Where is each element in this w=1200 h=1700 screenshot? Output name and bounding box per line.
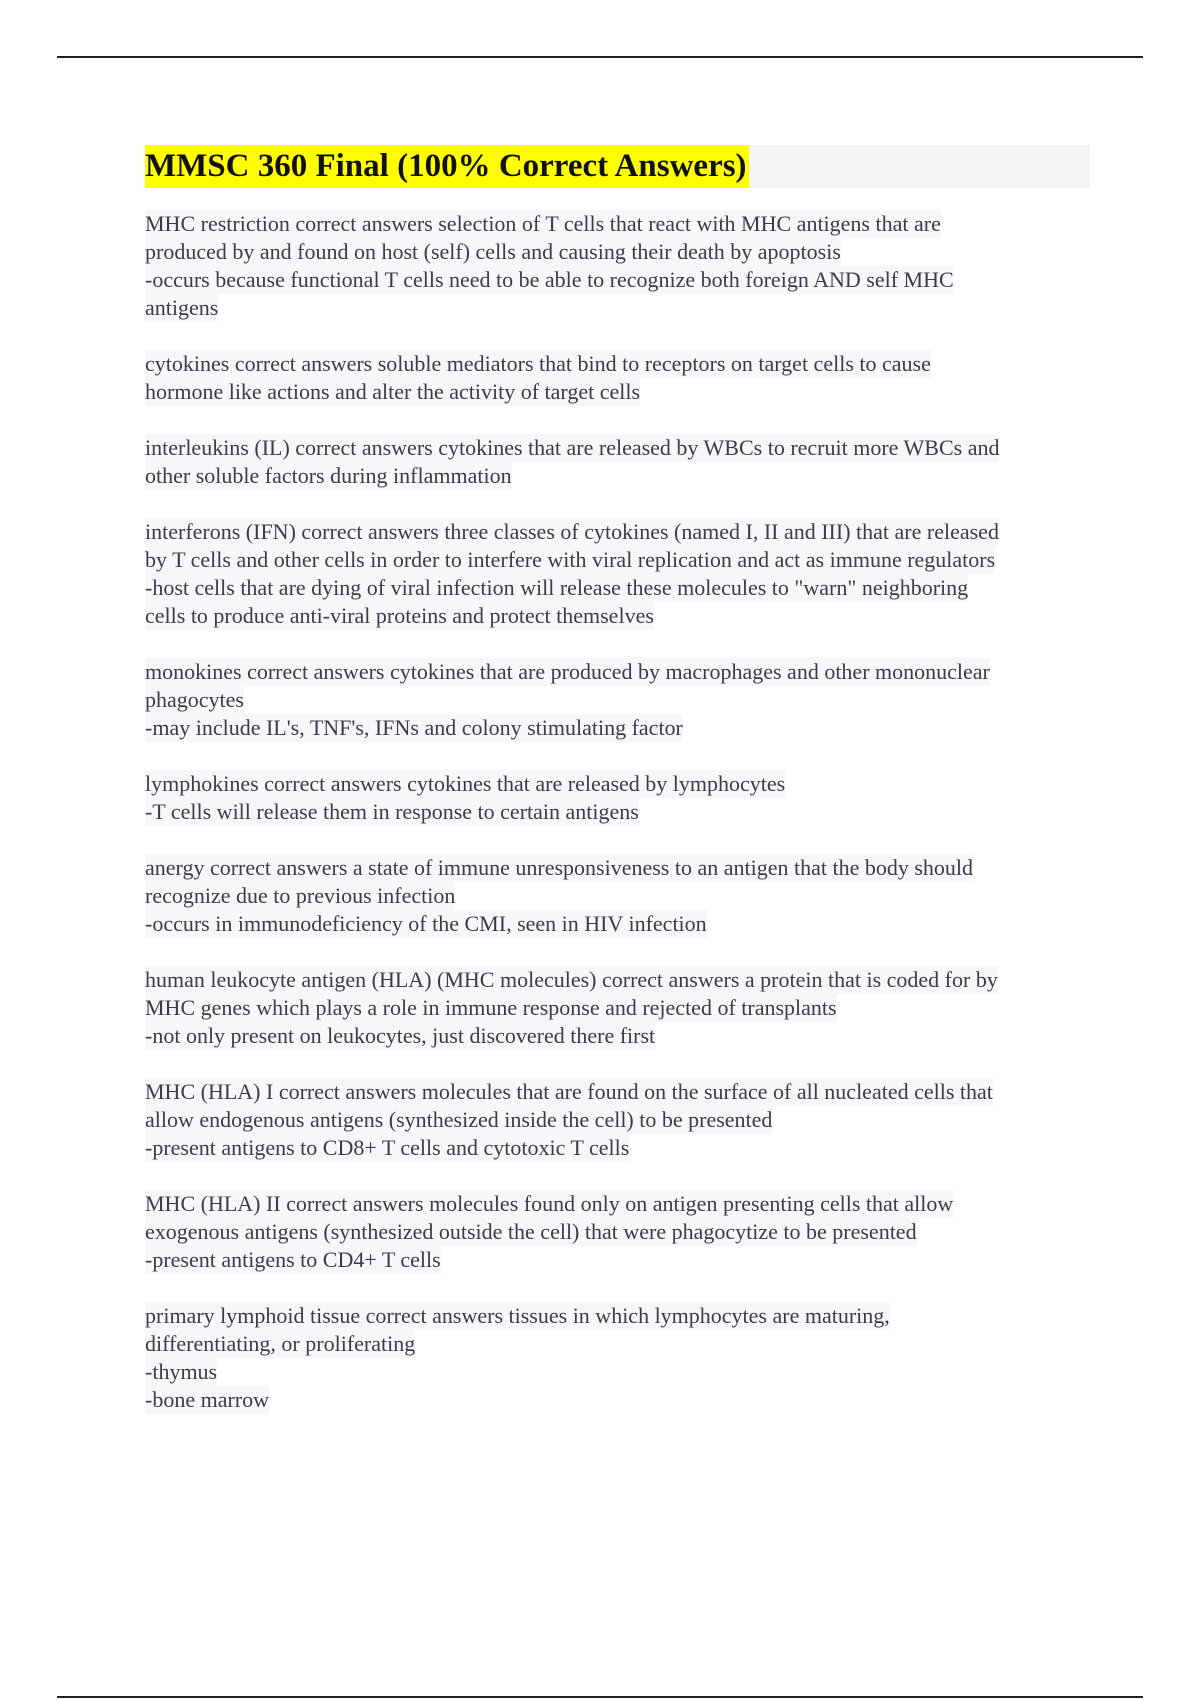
entry-line: antigens xyxy=(145,295,219,320)
entry-mhc-class-ii xyxy=(145,1190,1090,1274)
entry-mhc-class-i xyxy=(145,1078,1090,1162)
entry-line: cells to produce anti-viral proteins and protect themselves xyxy=(145,603,654,628)
entry-line: MHC restriction correct answers selection of T cells that react with MHC antigens that are xyxy=(145,211,941,236)
entry-line: other soluble factors during inflammation xyxy=(145,463,512,488)
entry-hla xyxy=(145,966,1090,1050)
entries-list xyxy=(145,210,1090,1414)
entry-line: produced by and found on host (self) cells and causing their death by apoptosis xyxy=(145,239,841,264)
entry-line: exogenous antigens (synthesized outside the cell) that were phagocytize to be presented xyxy=(145,1219,917,1244)
entry-line: phagocytes xyxy=(145,687,244,712)
entry-interferons xyxy=(145,518,1090,630)
entry-line: MHC genes which plays a role in immune response and rejected of transplants xyxy=(145,995,837,1020)
entry-interleukins xyxy=(145,434,1090,490)
entry-line: anergy correct answers a state of immune unresponsiveness to an antigen that the body should xyxy=(145,855,974,880)
entry-line: -present antigens to CD8+ T cells and cytotoxic T cells xyxy=(145,1135,630,1160)
entry-mhc-restriction xyxy=(145,210,1090,322)
entry-line: -bone marrow xyxy=(145,1387,270,1412)
entry-line: -occurs in immunodeficiency of the CMI, seen in HIV infection xyxy=(145,911,707,936)
entry-line: interferons (IFN) correct answers three classes of cytokines (named I, II and III) that are released xyxy=(145,519,999,544)
entry-anergy xyxy=(145,854,1090,938)
entry-line: monokines correct answers cytokines that are produced by macrophages and other mononuclear xyxy=(145,659,990,684)
entry-line: differentiating, or proliferating xyxy=(145,1331,416,1356)
entry-line: allow endogenous antigens (synthesized inside the cell) to be presented xyxy=(145,1107,773,1132)
entry-cytokines xyxy=(145,350,1090,406)
entry-line: by T cells and other cells in order to interfere with viral replication and act as immune regulators xyxy=(145,547,996,572)
entry-line: -host cells that are dying of viral infection will release these molecules to "warn" neighboring xyxy=(145,575,969,600)
bottom-rule xyxy=(57,1696,1143,1698)
entry-line: lymphokines correct answers cytokines that are released by lymphocytes xyxy=(145,771,786,796)
top-rule xyxy=(57,56,1143,58)
entry-line: interleukins (IL) correct answers cytokines that are released by WBCs to recruit more WBCs and xyxy=(145,435,1000,460)
entry-lymphokines xyxy=(145,770,1090,826)
entry-line: MHC (HLA) II correct answers molecules found only on antigen presenting cells that allow xyxy=(145,1191,954,1216)
entry-line: recognize due to previous infection xyxy=(145,883,456,908)
entry-line: primary lymphoid tissue correct answers tissues in which lymphocytes are maturing, xyxy=(145,1303,890,1328)
entry-line: -T cells will release them in response to certain antigens xyxy=(145,799,639,824)
entry-line: MHC (HLA) I correct answers molecules that are found on the surface of all nucleated cells that xyxy=(145,1079,993,1104)
document-content xyxy=(145,145,1090,1442)
entry-line: -may include IL's, TNF's, IFNs and colony stimulating factor xyxy=(145,715,683,740)
entry-line: -occurs because functional T cells need to be able to recognize both foreign AND self MHC xyxy=(145,267,954,292)
document-title: MMSC 360 Final (100% Correct Answers) xyxy=(145,145,749,188)
entry-monokines xyxy=(145,658,1090,742)
title-row xyxy=(145,145,1090,188)
entry-line: -not only present on leukocytes, just discovered there first xyxy=(145,1023,656,1048)
entry-primary-lymphoid-tissue xyxy=(145,1302,1090,1414)
entry-line: hormone like actions and alter the activity of target cells xyxy=(145,379,641,404)
entry-line: human leukocyte antigen (HLA) (MHC molecules) correct answers a protein that is coded for by xyxy=(145,967,998,992)
entry-line: -thymus xyxy=(145,1359,218,1384)
entry-line: cytokines correct answers soluble mediators that bind to receptors on target cells to cause xyxy=(145,351,931,376)
entry-line: -present antigens to CD4+ T cells xyxy=(145,1247,441,1272)
